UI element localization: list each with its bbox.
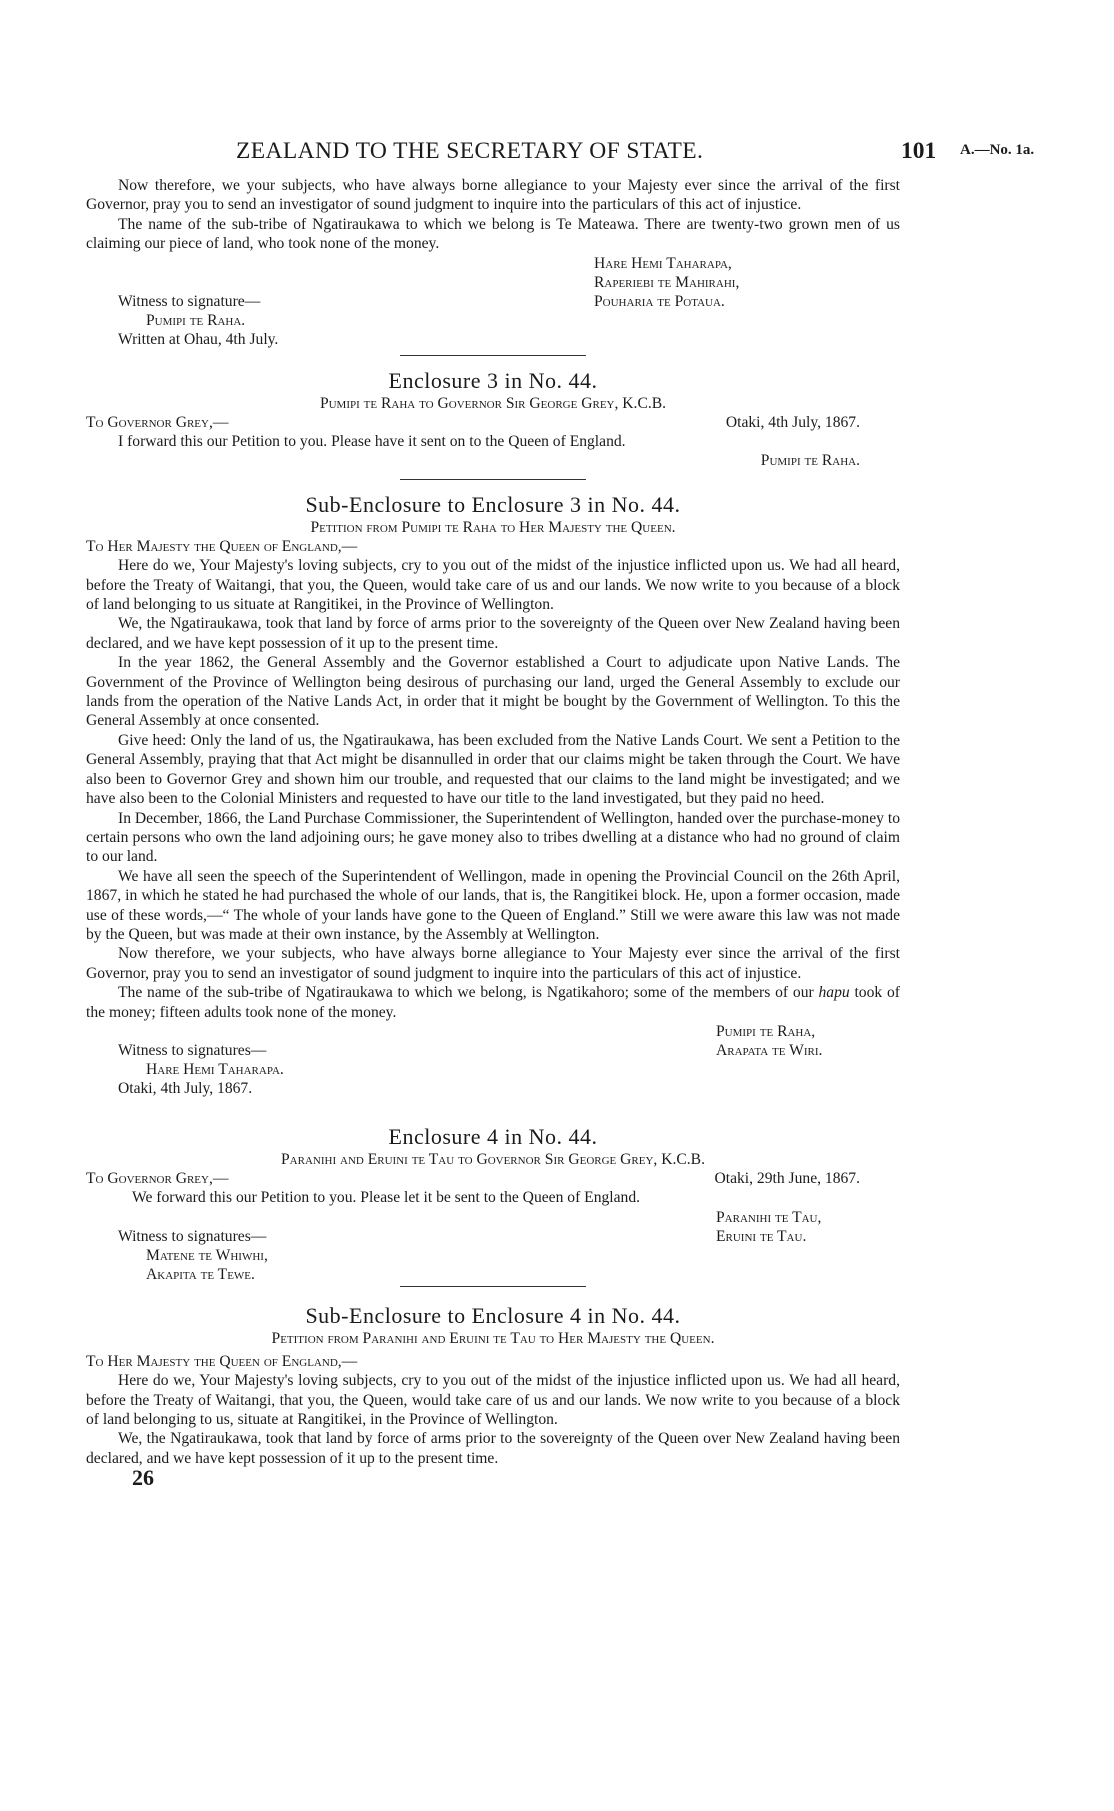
paragraph: The name of the sub-tribe of Ngatiraukawa to which we belong is Te Mateawa. There are twenty-two grown men of us claiming our piece of land, who took none of the money. [86,215,900,253]
folio-number: 26 [132,1465,154,1491]
paragraph: In December, 1866, the Land Purchase Commissioner, the Superintendent of Wellington, handed over the purchase-money to certain persons who own the land adjoining ours; he gave money also to tribes dwelling at a distance who had no ground of claim to our land. [86,809,900,866]
witness-label: Witness to signatures— [118,1041,267,1059]
signatory: Arapata te Wiri. [716,1041,823,1059]
paragraph: In the year 1862, the General Assembly and the Governor established a Court to adjudicate upon Native Lands. The Government of the Province of Wellington being desirous of purchasing our land, urged the General Assembly to exclude our lands from the operation of the Native Lands Act, in order that it might be bought by the Government of Wellington. To this the General Assembly at once consented. [86,654,900,730]
witness-label: Witness to signature— [118,292,261,310]
paragraph: I forward this our Petition to you. Please have it sent on to the Queen of England. [118,433,626,451]
page-number: 101 [901,138,937,164]
place-date: Otaki, 4th July, 1867. [118,1079,253,1097]
section-subtitle: Petition from Pumipi te Raha to Her Majesty the Queen. [310,518,676,536]
witness-name: Hare Hemi Taharapa. [146,1060,284,1078]
section-title: Enclosure 4 in No. 44. [388,1123,598,1149]
place-date: Otaki, 4th July, 1867. [725,413,860,431]
header-title: ZEALAND TO THE SECRETARY OF STATE. [236,138,704,164]
running-header [0,138,1114,168]
written-at: Written at Ohau, 4th July. [118,330,279,348]
main-text-column [86,176,900,1491]
signatory: Hare Hemi Taharapa, [594,254,732,272]
paragraph: Here do we, Your Majesty's loving subjects, cry to you out of the midst of the injustice inflicted upon us. We had all heard, before the Treaty of Waitangi, that you, the Queen, would take care of us and our lands. We now write to you because of a block of land belonging to us situate at Rangitikei, in the Province of Wellington. [86,557,900,614]
witness-name: Pumipi te Raha. [146,311,246,329]
section-title: Sub-Enclosure to Enclosure 3 in No. 44. [305,491,681,517]
salutation: To Governor Grey,— [86,413,229,431]
paragraph: We, the Ngatiraukawa, took that land by force of arms prior to the sovereignty of the Queen over New Zealand having been declared, and we have kept possession of it up to the present time. [86,615,900,652]
salutation-row [86,413,900,432]
document-reference: A.—No. 1a. [960,142,1035,158]
signature-block [86,254,900,351]
section-subtitle: Petition from Paranihi and Eruini te Tau to Her Majesty the Queen. [271,1329,715,1347]
signatory: Pumipi te Raha, [716,1022,816,1040]
signature-block [86,1208,900,1283]
signatory: Pouharia te Potaua. [594,292,725,310]
signatory: Raperiebi te Mahirahi, [594,273,740,291]
paragraph: Now therefore, we your subjects, who have always borne allegiance to Your Majesty ever since the arrival of the first Governor, pray you to send an investigator of sound judgment to inquire into the particulars of this act of injustice. [86,945,900,982]
section-title: Sub-Enclosure to Enclosure 4 in No. 44. [305,1302,681,1328]
paragraph-text: took of the money; fifteen adults took none of the money. [86,984,900,1021]
paragraph: We have all seen the speech of the Superintendent of Wellingon, made in opening the Provincial Council on the 26th April, 1867, in which he stated he had purchased the whole of our lands, that is, the Rangitikei block. He, upon a former occasion, made use of these words,—“ The whole of your lands have gone to the Queen of England.” Still we were aware this law was not made by the Queen, but was made at their own instance, by the Assembly at Wellington. [86,867,900,943]
paragraph: Now therefore, we your subjects, who have always borne allegiance to your Majesty ever since the arrival of the first Governor, pray you to send an investigator of sound judgment to inquire into the particulars of this act of injustice. [86,177,900,214]
section-subtitle: Pumipi te Raha to Governor Sir George Grey, K.C.B. [319,394,667,412]
signature-row [86,451,900,470]
salutation: To Governor Grey,— [86,1169,229,1187]
paragraph: We, the Ngatiraukawa, took that land by force of arms prior to the sovereignty of the Queen over New Zealand having been declared, and we have kept possession of it up to the present time. [86,1430,900,1467]
salutation: To Her Majesty the Queen of England,— [86,537,358,555]
signature-block [86,1022,900,1100]
signatory: Pumipi te Raha. [760,452,860,470]
italic-word: hapu [818,984,850,1002]
salutation-row [86,1169,900,1188]
paragraph [86,983,900,1022]
signatory: Eruini te Tau. [716,1227,807,1245]
signatory: Paranihi te Tau, [716,1208,822,1226]
paragraph: Here do we, Your Majesty's loving subjects, cry to you out of the midst of the injustice inflicted upon us. We had all heard, before the Treaty of Waitangi, that you, the Queen, would take care of us and our lands. We now write to you because of a block of land belonging to us, situate at Rangitikei, in the Province of Wellington. [86,1372,900,1428]
section-subtitle: Paranihi and Eruini te Tau to Governor Sir George Grey, K.C.B. [281,1150,705,1168]
witness-label: Witness to signatures— [118,1227,267,1245]
witness-name: Matene te Whiwhi, [146,1246,268,1264]
paragraph: Give heed: Only the land of us, the Ngatiraukawa, has been excluded from the Native Lands Court. We sent a Petition to the General Assembly, praying that that Act might be disannulled in order that our claims might be taken through the Court. We have also been to Governor Grey and shown him our trouble, and requested that our claims to the land might be investigated; and we have also been to the Colonial Ministers and requested to have our title to the land investigated, but they paid no heed. [86,731,900,808]
place-date: Otaki, 29th June, 1867. [714,1169,860,1187]
witness-name: Akapita te Tewe. [146,1265,255,1283]
section-title: Enclosure 3 in No. 44. [388,367,598,393]
paragraph-text: The name of the sub-tribe of Ngatiraukawa to which we belong, is Ngatikahoro; some of the members of our [118,984,819,1002]
paragraph: We forward this our Petition to you. Please let it be sent to the Queen of England. [132,1189,641,1207]
salutation: To Her Majesty the Queen of England,— [86,1352,358,1370]
